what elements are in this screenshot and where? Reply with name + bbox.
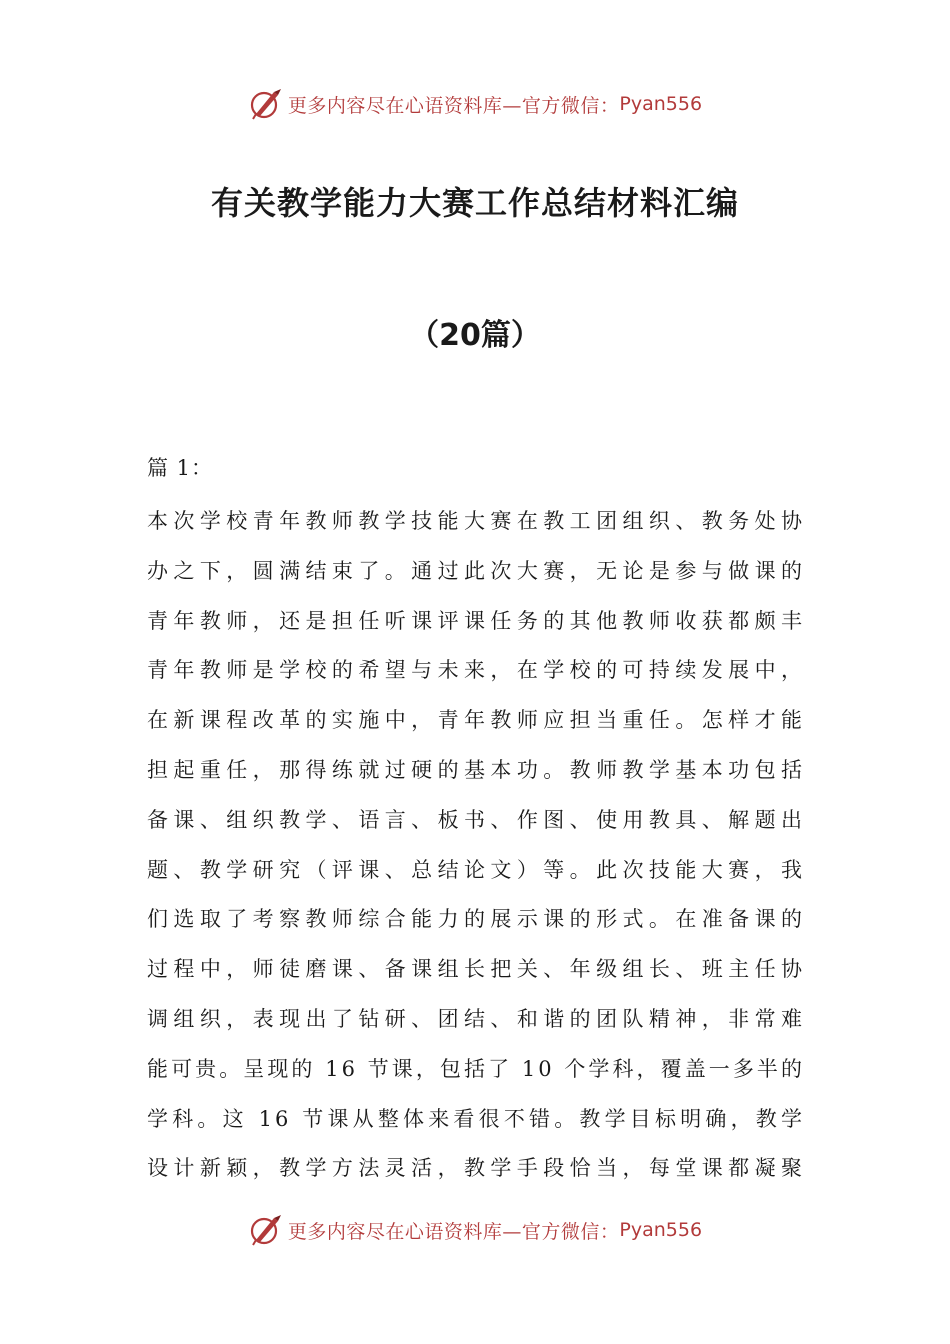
text-line: 本次学校青年教师教学技能大赛在教工团组织、教务处协 bbox=[147, 509, 805, 533]
section-label: 篇 1： bbox=[147, 456, 214, 480]
quill-pen-logo-icon bbox=[248, 1212, 284, 1248]
text-line: 能可贵。呈现的 16 节课，包括了 10 个学科，覆盖一多半的 bbox=[147, 1056, 805, 1081]
text-line: 在新课程改革的实施中，青年教师应担当重任。怎样才能 bbox=[147, 708, 805, 733]
banner-brand-text: 更多内容尽在心语资料库—官方微信： bbox=[287, 1220, 620, 1243]
document-title: 有关教学能力大赛工作总结材料汇编 bbox=[210, 184, 739, 222]
text-line: 担起重任，那得练就过硬的基本功。教师教学基本功包括 bbox=[147, 757, 805, 782]
text-line: 备课、组织教学、语言、板书、作图、使用教具、解题出 bbox=[147, 807, 805, 832]
text-line: 们选取了考察教师综合能力的展示课的形式。在准备课的 bbox=[147, 907, 805, 932]
text-line: 设计新颖，教学方法灵活，教学手段恰当，每堂课都凝聚 bbox=[147, 1156, 805, 1181]
text-line: 青年教师，还是担任听课评课任务的其他教师收获都颇丰 bbox=[147, 608, 805, 633]
text-line: 青年教师是学校的希望与未来，在学校的可持续发展中， bbox=[147, 658, 805, 683]
document-subtitle: （20篇） bbox=[409, 318, 541, 353]
quill-pen-logo-icon bbox=[248, 86, 284, 122]
footer-banner bbox=[0, 1210, 950, 1250]
banner-wechat-id: Pyan556 bbox=[619, 93, 703, 115]
text-line: 调组织，表现出了钻研、团结、和谐的团队精神，非常难 bbox=[147, 1006, 805, 1031]
text-line: 题、教学研究（评课、总结论文）等。此次技能大赛，我 bbox=[147, 857, 805, 882]
banner-wechat-id: Pyan556 bbox=[619, 1219, 703, 1241]
banner-brand-text: 更多内容尽在心语资料库—官方微信： bbox=[287, 94, 620, 117]
text-line: 过程中，师徒磨课、备课组长把关、年级组长、班主任协 bbox=[147, 957, 805, 982]
text-line: 学科。这 16 节课从整体来看很不错。教学目标明确，教学 bbox=[147, 1106, 805, 1131]
header-banner bbox=[0, 84, 950, 124]
text-line: 办之下，圆满结束了。通过此次大赛，无论是参与做课的 bbox=[147, 558, 805, 583]
body-text bbox=[147, 497, 805, 1194]
